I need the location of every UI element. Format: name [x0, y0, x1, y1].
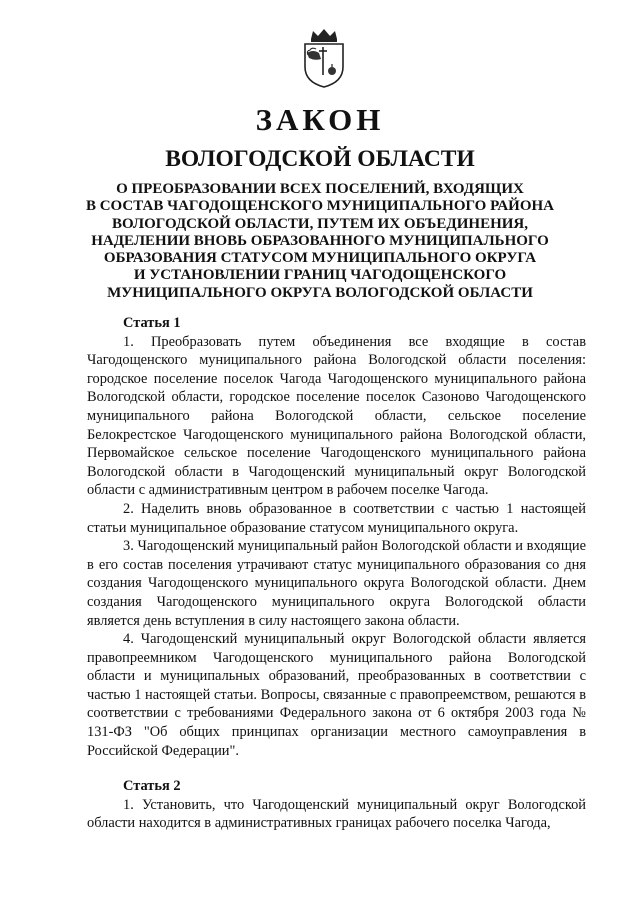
article-paragraph: 4. Чагодощенский муниципальный округ Вологодской области является правопреемником Чагодощенского муниципального района Вологодской области и муниципальных образований, преобразованных в соответствии с частью 1 настоящей статьи. Вопросы, связанные с правопреемством, решаются в соответствии с требованиями Федерального закона от 6 октября 2003 года № 131-ФЗ "Об общих принципах организации местного самоуправления в Российской Федерации". — [87, 631, 586, 759]
subtitle-line: И УСТАНОВЛЕНИИ ГРАНИЦ ЧАГОДОЩЕНСКОГО — [133, 267, 507, 284]
article-paragraph: 1. Преобразовать путем объединения все входящие в состав Чагодощенского муниципального района Вологодской области поселения: городское поселение поселок Чагода Чагодощенского муниципального района Вологодской области, городское поселение поселок Сазоново Чагодощенского муниципального района Вологодской области, сельское поселение Белокрестское Чагодощенского муниципального района Вологодской области, Первомайское сельское поселение Чагодощенского муниципального района Вологодской области в Чагодощенский муниципальный округ Вологодской области с административным центром в рабочем поселке Чагода. — [87, 333, 586, 499]
article-heading: Статья 1 — [123, 315, 181, 331]
article-paragraph: 3. Чагодощенский муниципальный район Вологодской области и входящие в его состав поселения утрачивают статус муниципального образования со дня создания Чагодощенского муниципального округа Вологодской области. Днем создания Чагодощенского муниципального округа Вологодской области является день вступления в силу настоящего закона области. — [87, 538, 586, 629]
document-title: ЗАКОН — [255, 102, 385, 137]
article-heading: Статья 2 — [123, 778, 181, 794]
article-1 — [87, 314, 586, 760]
article-paragraph: 1. Установить, что Чагодощенский муниципальный округ Вологодской области находится в административных границах рабочего поселка Чагода, — [87, 796, 586, 832]
vologda-coat-of-arms-icon — [299, 27, 349, 89]
article-paragraph: 2. Наделить вновь образованное в соответствии с частью 1 настоящей статьи муниципальное образование статусом муниципального округа. — [87, 500, 586, 536]
article-2 — [87, 777, 586, 833]
document-region: ВОЛОГОДСКОЙ ОБЛАСТИ — [165, 146, 475, 172]
subtitle-line: НАДЕЛЕНИИ ВНОВЬ ОБРАЗОВАННОГО МУНИЦИПАЛЬНОГО — [91, 232, 549, 249]
subtitle-line: В СОСТАВ ЧАГОДОЩЕНСКОГО МУНИЦИПАЛЬНОГО РАЙОНА — [85, 198, 555, 215]
subtitle-line: ВОЛОГОДСКОЙ ОБЛАСТИ, ПУТЕМ ИХ ОБЪЕДИНЕНИЯ, — [112, 215, 528, 232]
subtitle-line: О ПРЕОБРАЗОВАНИИ ВСЕХ ПОСЕЛЕНИЙ, ВХОДЯЩИХ — [116, 181, 524, 197]
subtitle-line: ОБРАЗОВАНИЯ СТАТУСОМ МУНИЦИПАЛЬНОГО ОКРУГА — [103, 250, 537, 267]
document-subtitle — [60, 181, 580, 302]
subtitle-line: МУНИЦИПАЛЬНОГО ОКРУГА ВОЛОГОДСКОЙ ОБЛАСТИ — [107, 284, 533, 301]
